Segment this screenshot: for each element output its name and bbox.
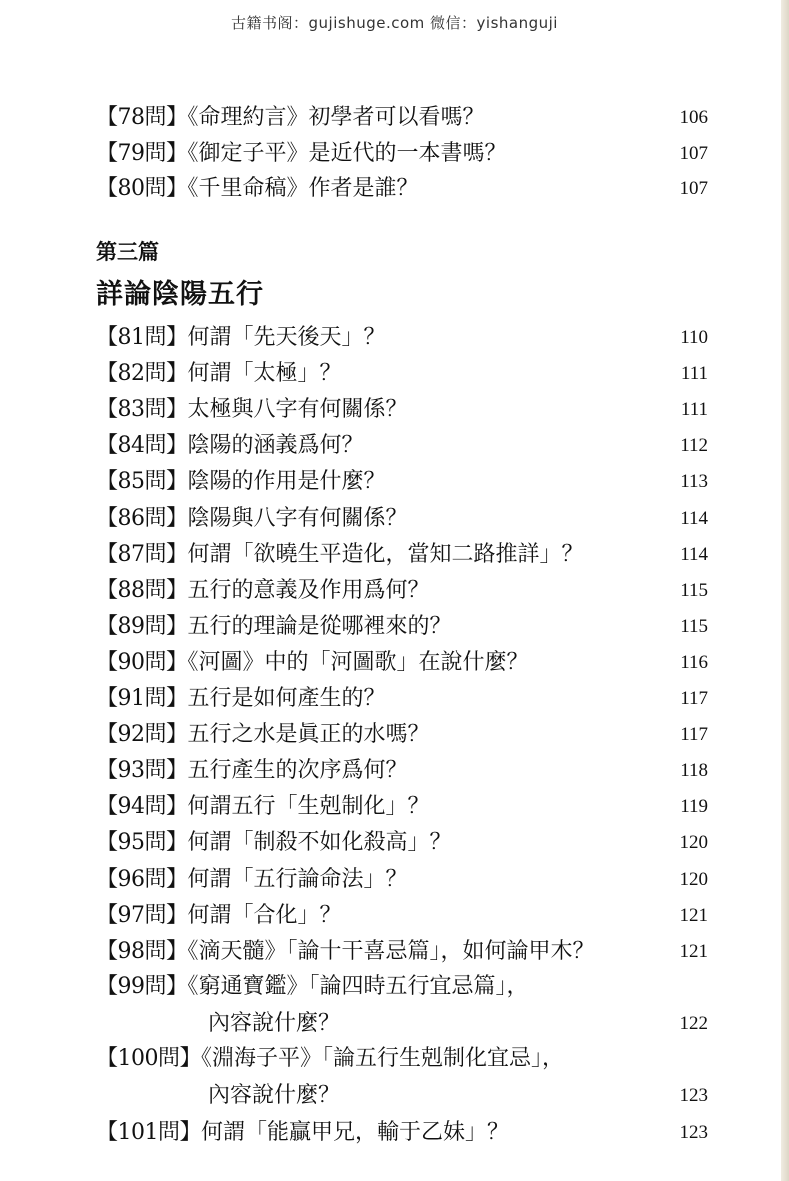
entry-number: 【95問】 — [96, 830, 188, 855]
entry-page: 121 — [679, 905, 708, 926]
entry-title-continued: 內容說什麼？ — [208, 1011, 341, 1036]
entry-number: 【85問】 — [96, 469, 188, 494]
entry-title: 《千里命稿》作者是誰？ — [187, 176, 419, 201]
entry-page: 116 — [680, 652, 708, 673]
toc-entry — [96, 432, 716, 460]
entry-page: 111 — [680, 399, 708, 420]
entry-page: 117 — [680, 688, 708, 709]
entry-number: 【84問】 — [96, 433, 188, 458]
toc-entry — [96, 685, 716, 713]
entry-number: 【93問】 — [96, 758, 188, 783]
entry-number: 【86問】 — [96, 506, 188, 531]
toc-entry — [96, 613, 716, 641]
entry-number: 【82問】 — [96, 361, 188, 386]
entry-page: 114 — [680, 508, 708, 529]
entry-title: 何謂「先天後天」？ — [187, 325, 386, 350]
entry-number: 【96問】 — [96, 867, 188, 892]
entry-number: 【88問】 — [96, 578, 188, 603]
toc-entry — [96, 793, 716, 821]
entry-page: 115 — [680, 616, 708, 637]
toc-entry — [96, 360, 716, 388]
toc-entry-99 — [96, 973, 716, 1001]
watermark-text: 古籍书阁：gujishuge.com 微信：yishanguji — [231, 14, 558, 32]
entry-number: 【94問】 — [96, 794, 188, 819]
entry-page: 117 — [680, 724, 708, 745]
entry-page: 118 — [680, 760, 708, 781]
toc-entry — [96, 505, 716, 533]
entry-number: 【80問】 — [96, 176, 188, 201]
page-edge — [781, 0, 789, 1181]
entry-title: 《御定子平》是近代的一本書嗎？ — [187, 141, 507, 166]
toc-entry — [96, 757, 716, 785]
entry-title: 何謂「能贏甲兄，輸于乙妹」？ — [201, 1120, 510, 1145]
entry-page-80: 107 — [679, 178, 708, 199]
entry-page-101: 123 — [679, 1122, 708, 1143]
entry-title: 何謂「合化」？ — [187, 903, 342, 928]
entry-title: 《滴天髓》「論十干喜忌篇」，如何論甲木？ — [187, 939, 595, 964]
part-label: 第三篇 — [96, 240, 159, 264]
entry-title: 何謂「制殺不如化殺高」？ — [187, 830, 452, 855]
entry-number: 【81問】 — [96, 325, 188, 350]
toc-entry — [96, 938, 716, 966]
entry-title: 五行的理論是從哪裡來的？ — [187, 614, 452, 639]
entry-title: 《河圖》中的「河圖歌」在說什麼？ — [187, 650, 529, 675]
entry-page-79: 107 — [679, 143, 708, 164]
entry-title: 何謂「太極」？ — [187, 361, 342, 386]
entry-page: 121 — [679, 941, 708, 962]
entry-title: 五行之水是眞正的水嗎？ — [187, 722, 430, 747]
entry-title: 何謂五行「生剋制化」？ — [187, 794, 430, 819]
entry-title: 《淵海子平》「論五行生剋制化宜忌」， — [201, 1046, 565, 1071]
entry-title: 《命理約言》初學者可以看嗎？ — [187, 105, 485, 130]
entry-page: 120 — [679, 869, 708, 890]
entry-number: 【87問】 — [96, 542, 188, 567]
entry-title: 陰陽的作用是什麼？ — [187, 469, 386, 494]
entry-title: 《窮通寶鑑》「論四時五行宜忌篇」， — [187, 974, 529, 999]
entry-number: 【78問】 — [96, 105, 188, 130]
toc-entry — [96, 649, 716, 677]
toc-entry-78 — [96, 104, 716, 132]
entry-number: 【100問】 — [96, 1046, 201, 1071]
toc-entry — [96, 396, 716, 424]
entry-page-100: 123 — [679, 1085, 708, 1106]
entry-number: 【90問】 — [96, 650, 188, 675]
entry-title: 太極與八字有何關係？ — [187, 397, 408, 422]
toc-entry — [96, 829, 716, 857]
entry-title: 何謂「欲曉生平造化，當知二路推詳」？ — [187, 542, 584, 567]
entry-title: 五行產生的次序爲何？ — [187, 758, 408, 783]
toc-entry — [96, 541, 716, 569]
entry-number: 【98問】 — [96, 939, 188, 964]
entry-number: 【99問】 — [96, 974, 188, 999]
toc-entry-79 — [96, 140, 716, 168]
section-title: 詳論陰陽五行 — [96, 279, 264, 310]
entry-title: 陰陽的涵義爲何？ — [187, 433, 364, 458]
entry-page: 119 — [680, 796, 708, 817]
entry-number: 【92問】 — [96, 722, 188, 747]
toc-entry-101 — [96, 1119, 716, 1147]
entry-number: 【101問】 — [96, 1120, 201, 1145]
entry-page: 112 — [680, 435, 708, 456]
entry-page: 110 — [680, 327, 708, 348]
entry-page: 120 — [679, 832, 708, 853]
entry-number: 【83問】 — [96, 397, 188, 422]
entry-page-99: 122 — [679, 1013, 708, 1034]
entry-page: 111 — [680, 363, 708, 384]
toc-entry — [96, 721, 716, 749]
entry-page: 113 — [680, 471, 708, 492]
entry-title: 何謂「五行論命法」？ — [187, 867, 408, 892]
entry-title: 陰陽與八字有何關係？ — [187, 506, 408, 531]
toc-entry — [96, 902, 716, 930]
toc-entry — [96, 866, 716, 894]
entry-number: 【79問】 — [96, 141, 188, 166]
entry-number: 【97問】 — [96, 903, 188, 928]
entry-number: 【89問】 — [96, 614, 188, 639]
toc-entry-80 — [96, 175, 716, 203]
entry-title-continued: 內容說什麼？ — [208, 1083, 341, 1108]
entry-title: 五行的意義及作用爲何？ — [187, 578, 430, 603]
entry-page-78: 106 — [679, 107, 708, 128]
entry-page: 114 — [680, 544, 708, 565]
toc-entry — [96, 324, 716, 352]
toc-entry — [96, 468, 716, 496]
toc-entry — [96, 577, 716, 605]
entry-title: 五行是如何產生的？ — [187, 686, 386, 711]
entry-number: 【91問】 — [96, 686, 188, 711]
entry-page: 115 — [680, 580, 708, 601]
toc-entry-100 — [96, 1045, 716, 1073]
